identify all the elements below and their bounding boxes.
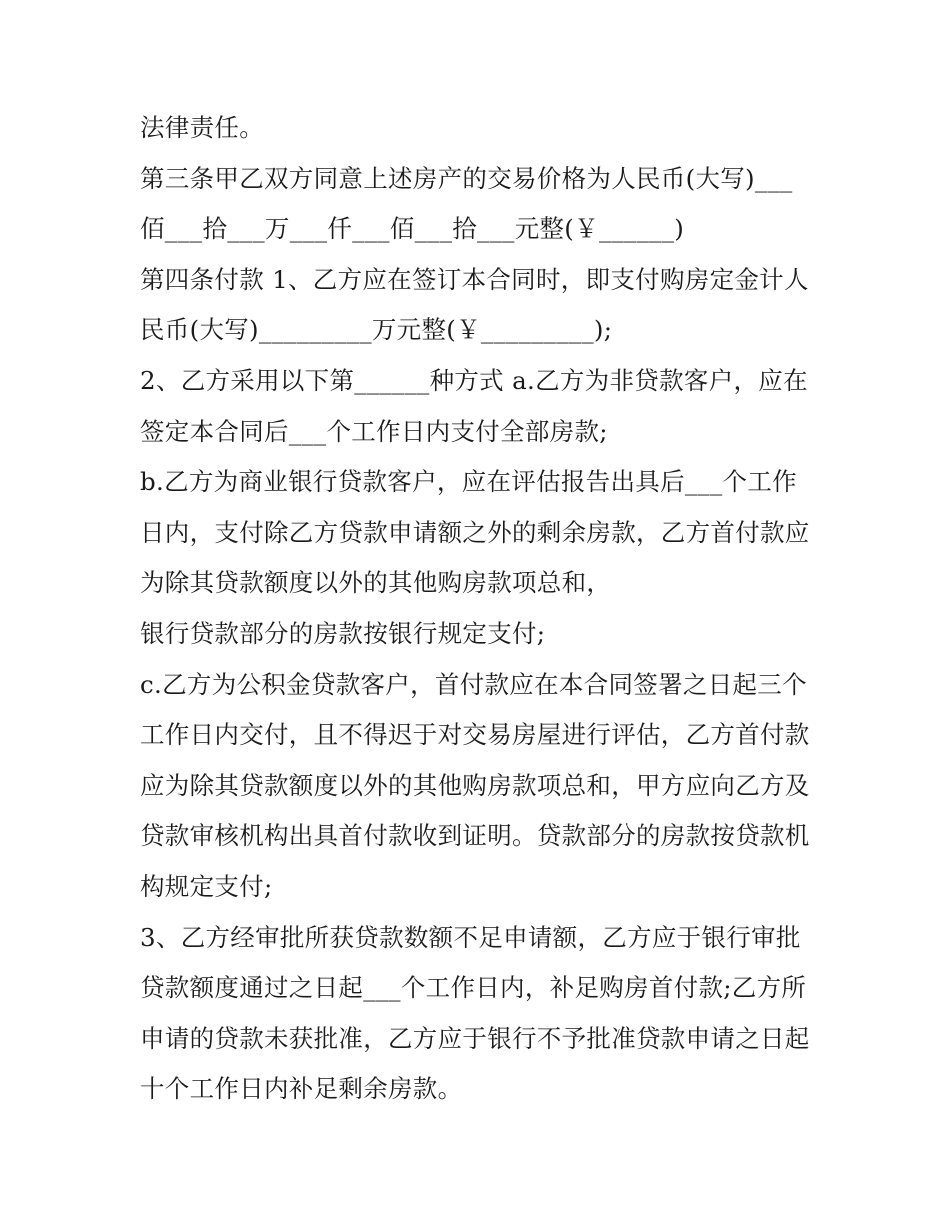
text-line: 申请的贷款未获批准，乙方应于银行不予批准贷款申请之日起 (140, 1023, 810, 1053)
text-line: 2、乙方采用以下第______种方式 a.乙方为非贷款客户，应在 (140, 365, 808, 395)
text-line: 第三条甲乙双方同意上述房产的交易价格为人民币(大写)___ (140, 163, 793, 193)
text-line: 银行贷款部分的房款按银行规定支付; (140, 618, 546, 648)
text-line: 为除其贷款额度以外的其他购房款项总和， (140, 568, 612, 598)
text-line: 佰___拾___万___仟___佰___拾___元整(￥______) (140, 214, 685, 244)
text-line: 工作日内交付，且不得迟于对交易房屋进行评估，乙方首付款 (140, 720, 810, 750)
text-line: 十个工作日内补足剩余房款。 (140, 1074, 463, 1104)
text-line: 贷款审核机构出具首付款收到证明。贷款部分的房款按贷款机 (140, 821, 810, 851)
text-line: 贷款额度通过之日起___个工作日内，补足购房首付款;乙方所 (140, 973, 807, 1003)
text-line: 法律责任。 (140, 113, 264, 142)
text-line: 签定本合同后___个工作日内支付全部房款; (140, 416, 608, 446)
text-line: 构规定支付; (140, 871, 273, 901)
text-line: b.乙方为商业银行贷款客户，应在评估报告出具后___个工作 (140, 467, 797, 497)
text-line: c.乙方为公积金贷款客户，首付款应在本合同签署之日起三个 (140, 669, 807, 699)
contract-body (140, 103, 830, 1115)
text-line: 民币(大写)_________万元整(￥_________); (140, 315, 613, 345)
text-line: 日内，支付除乙方贷款申请额之外的剩余房款，乙方首付款应 (140, 517, 810, 547)
text-line: 第四条付款 1、乙方应在签订本合同时，即支付购房定金计人 (140, 264, 809, 294)
text-line: 3、乙方经审批所获贷款数额不足申请额，乙方应于银行审批 (140, 922, 801, 952)
text-line: 应为除其贷款额度以外的其他购房款项总和，甲方应向乙方及 (140, 770, 810, 800)
